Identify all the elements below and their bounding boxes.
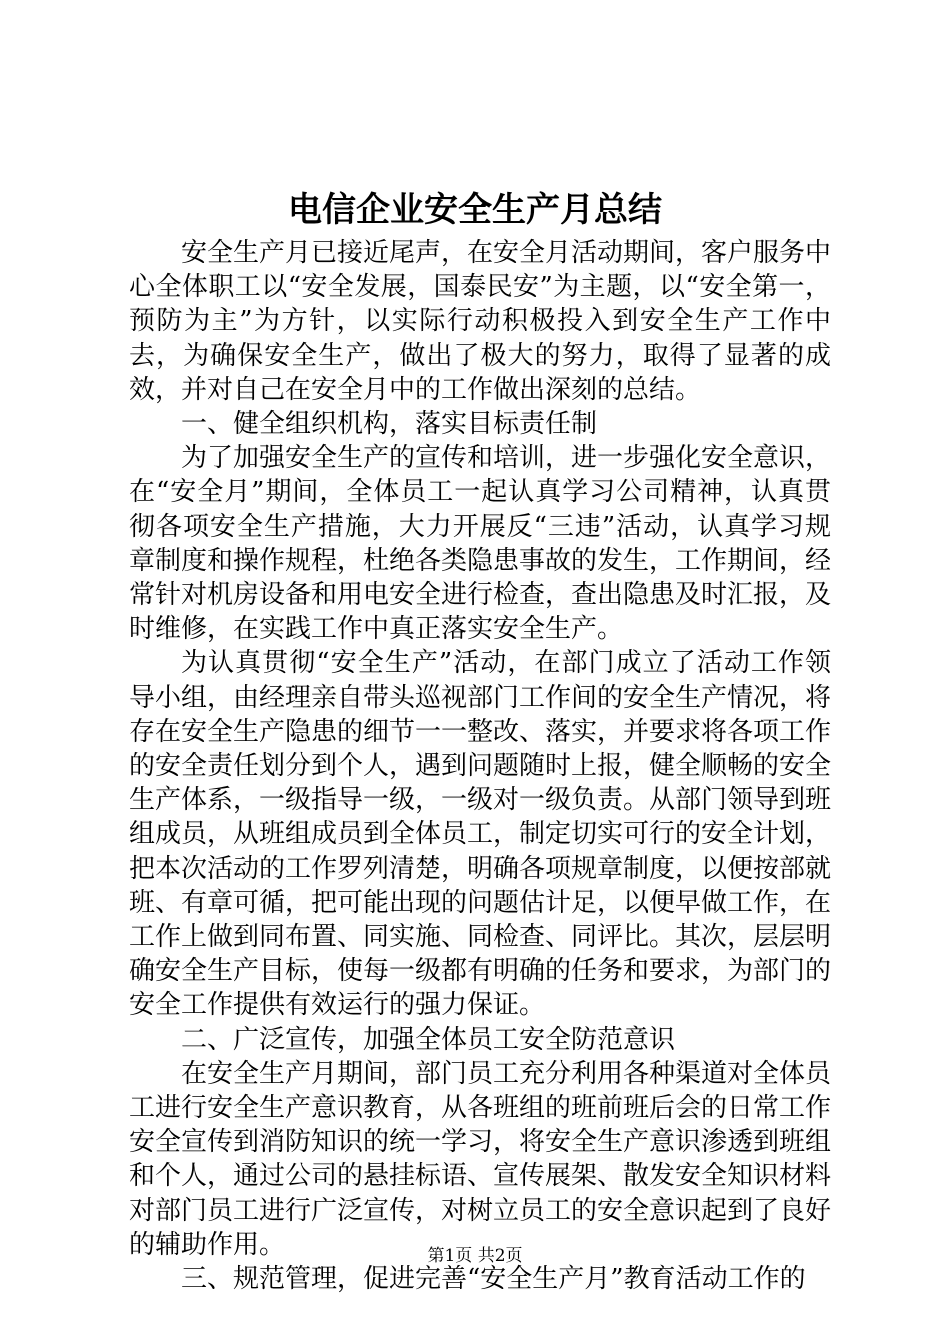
section-heading: 三、规范管理，促进完善“安全生产月”教育活动工作的 [181, 1264, 806, 1295]
section-heading: 一、健全组织机构，落实目标责任制 [181, 409, 598, 440]
body-paragraph: 为认真贯彻“安全生产”活动，在部门成立了活动工作领导小组，由经理亲自带头巡视部门工作间的安全生产情况，将存在安全生产隐患的细节一一整改、落实，并要求将各项工作的安全责任划分到个人，遇到问题随时上报，健全顺畅的安全生产体系，一级指导一级，一级对一级负责。从部门领导到班组成员，从班组成员到全体员工，制定切实可行的安全计划，把本次活动的工作罗列清楚，明确各项规章制度，以便按部就班、有章可循，把可能出现的问题估计足，以便早做工作，在工作上做到同布置、同实施、同检查、同评比。其次，层层明确安全生产目标，使每一级都有明确的任务和要求，为部门的安全工作提供有效运行的强力保证。 [129, 648, 832, 1021]
body-paragraph: 为了加强安全生产的宣传和培训，进一步强化安全意识，在“安全月”期间，全体员工一起认真学习公司精神，认真贯彻各项安全生产措施，大力开展反“三违”活动，认真学习规章制度和操作规程，杜绝各类隐患事故的发生，工作期间，经常针对机房设备和用电安全进行检查，查出隐患及时汇报，及时维修，在实践工作中真正落实安全生产。 [129, 443, 832, 645]
body-paragraph: 安全生产月已接近尾声，在安全月活动期间，客户服务中心全体职工以“安全发展，国泰民安”为主题，以“安全第一，预防为主”为方针，以实际行动积极投入到安全生产工作中去，为确保安全生产，做出了极大的努力，取得了显著的成效，并对自己在安全月中的工作做出深刻的总结。 [129, 238, 832, 405]
document-body [129, 236, 831, 1296]
section-heading: 二、广泛宣传，加强全体员工安全防范意识 [181, 1024, 676, 1055]
page-footer: 第1页 共2页 [427, 1246, 523, 1266]
document-title: 电信企业安全生产月总结 [288, 190, 662, 230]
body-paragraph: 在安全生产月期间，部门员工充分利用各种渠道对全体员工进行安全生产意识教育，从各班组的班前班后会的日常工作安全宣传到消防知识的统一学习，将安全生产意识渗透到班组和个人，通过公司的悬挂标语、宣传展架、散发安全知识材料对部门员工进行广泛宣传，对树立员工的安全意识起到了良好的辅助作用。 [129, 1058, 832, 1260]
